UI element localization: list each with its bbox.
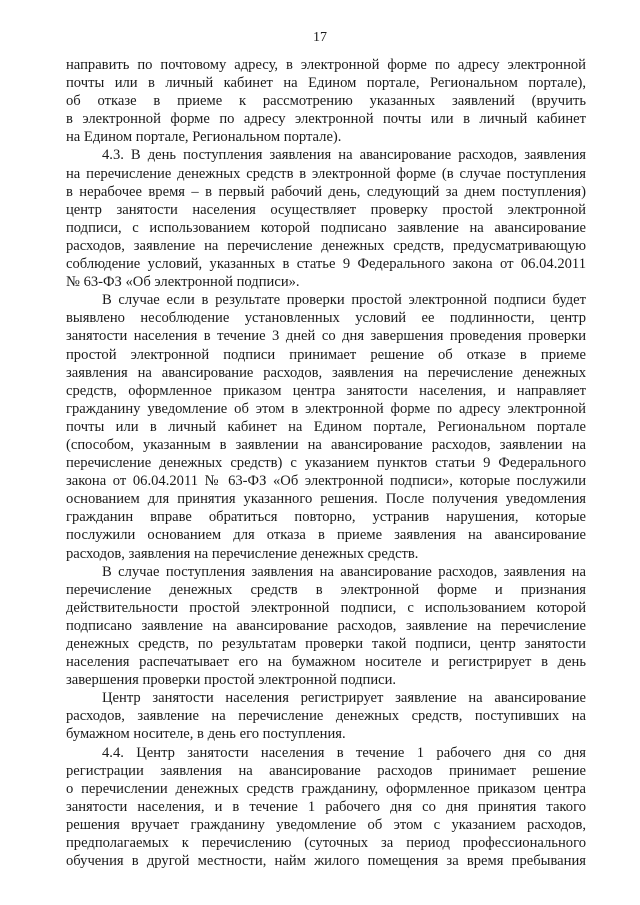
text-line: в нерабочее время – в первый рабочий день, следующий за днем поступления) [66, 183, 586, 200]
text-line: почты или в личный кабинет на Едином портале, Региональном портале), [66, 75, 586, 92]
text-line: занятости населения в течение 3 дней со дня завершения проведения проверки [66, 328, 586, 345]
page-number: 17 [313, 30, 327, 45]
text-line: перечисление денежных средств в электронной форме и признания [66, 581, 586, 598]
text-line: о перечислении денежных средств гражданину, оформленное приказом центра [66, 780, 586, 797]
text-line: завершения проверки простой электронной подписи. [66, 672, 397, 689]
text-line: В случае если в результате проверки простой электронной подписи будет [102, 292, 586, 309]
text-line: об отказе в приеме к рассмотрению указанных заявлений (вручить [66, 93, 586, 110]
text-line: расходов, заявление на перечисление денежных средств, предусматривающую [66, 237, 586, 254]
text-line: денежных средств, по результатам проверки такой подписи, центр занятости [66, 636, 586, 652]
text-line: заявления на авансирование расходов, заявления на перечисление денежных [66, 364, 586, 381]
text-line: занятости населения, и в течение 1 рабочего дня со дня принятия такого [66, 798, 586, 815]
text-line: гражданину уведомление об этом в электронной форме по адресу электронной [66, 400, 586, 417]
text-line: населения распечатывает его на бумажном носителе и регистрирует в день [66, 654, 586, 671]
text-line: 4.3. В день поступления заявления на авансирование расходов, заявления [102, 147, 586, 164]
text-line: предполагаемых к перечислению (суточных за период профессионального [66, 835, 586, 852]
text-line: регистрации заявления на авансирование расходов принимает решение [66, 762, 586, 779]
text-line: на Едином портале, Региональном портале). [66, 129, 342, 146]
text-line: бумажном носителе, в день его поступления. [66, 726, 346, 743]
text-line: на перечисление денежных средств в электронной форме (в случае поступления [66, 165, 586, 182]
text-line: основанием для принятия указанного решения. После получения уведомления [66, 491, 586, 508]
text-line: простой электронной подписи принимает решение об отказе в приеме [66, 346, 586, 363]
text-line: решения вручает гражданину уведомление об этом с указанием расходов, [66, 816, 586, 833]
text-line: В случае поступления заявления на авансирование расходов, заявления на [102, 563, 586, 580]
text-line: расходов, заявления на перечисление денежных средств. [66, 545, 419, 562]
text-line: средств, оформленное приказом центра занятости населения, и направляет [66, 382, 586, 399]
text-line: расходов, заявление на перечисление денежных средств, поступивших на [66, 708, 586, 725]
text-line: в электронной форме по адресу электронной почты или в личный кабинет [66, 111, 586, 128]
text-line: Центр занятости населения регистрирует заявление на авансирование [102, 690, 586, 707]
text-line: (способом, указанным в заявлении на авансирование расходов, заявлении на [66, 436, 586, 453]
text-line: гражданин вправе обратиться повторно, устранив нарушения, которые [66, 509, 586, 526]
text-line: подписано заявление на авансирование расходов, заявление на перечисление [66, 617, 586, 634]
text-line: обучения в другой местности, найм жилого помещения за время пребывания [66, 853, 586, 870]
text-line: действительности простой электронной подписи, с использованием которой [66, 599, 586, 616]
text-line: почты или в личный кабинет на Едином портале, Региональном портале [66, 418, 586, 435]
text-line: направить по почтовому адресу, в электронной форме по адресу электронной [66, 57, 586, 73]
document-body [66, 56, 586, 870]
text-line: перечисление денежных средств) с указанием пунктов статьи 9 Федерального [66, 455, 586, 472]
text-line: подписи, с использованием которой подписано заявление на авансирование [66, 219, 586, 236]
text-line: послужили основанием для отказа в приеме заявления на авансирование [66, 527, 586, 544]
text-line: выявлено несоблюдение установленных условий ее подлинности, центр [66, 310, 586, 327]
text-line: закона от 06.04.2011 № 63-ФЗ «Об электронной подписи», которые послужили [66, 473, 586, 490]
text-line: соблюдение условий, указанных в статье 9 Федерального закона от 06.04.2011 [66, 256, 586, 273]
text-line: 4.4. Центр занятости населения в течение 1 рабочего дня со дня [102, 744, 586, 761]
text-line: центр занятости населения осуществляет проверку простой электронной [66, 201, 586, 218]
text-line: № 63-ФЗ «Об электронной подписи». [66, 274, 300, 291]
